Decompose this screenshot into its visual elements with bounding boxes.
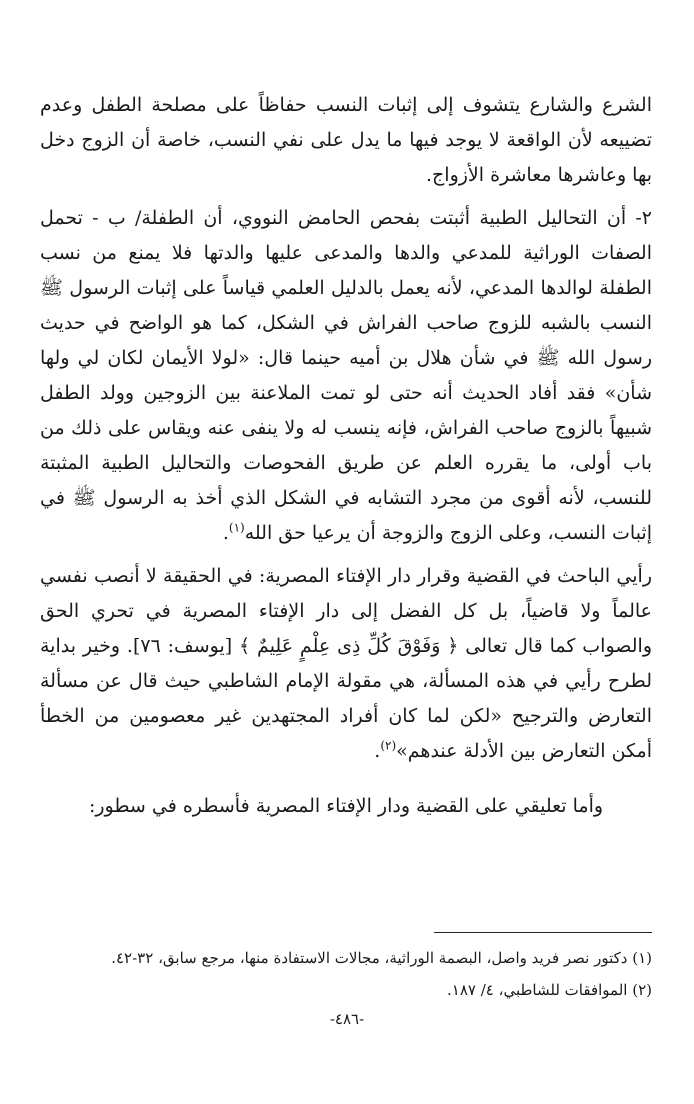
footnote-separator [434, 932, 652, 933]
footnote-1: (١) دكتور نصر فريد واصل، البصمة الوراثية، مجالات الاستفادة منها، مرجع سابق، ٣٢-٤٢. [111, 949, 652, 967]
page-number: -٤٨٦- [329, 1010, 365, 1028]
paragraph-4-text: وأما تعليقي على القضية ودار الإفتاء المصرية فأسطره في سطور: [88, 795, 604, 817]
paragraph-3-text: رأيي الباحث في القضية وقرار دار الإفتاء المصرية: في الحقيقة لا أنصب نفسي عالماً ولا قاضياً، بل كل الفضل إلى دار الإفتاء المصرية في تحري الحق والصواب كما قال تعالى ﴿ وَفَوْقَ كُلِّ ذِى عِلْمٍ عَلِيمٌ ﴾ [يوسف: ٧٦]. وخير بداية لطرح رأيي في هذه المسألة، هي مقولة الإمام الشاطبي حيث قال عن مسألة التعارض والترجيح «لكن لما كان أفراد المجتهدين غير معصومين من الخطأ أمكن التعارض بين الأدلة عندهم» [40, 565, 652, 762]
paragraph-2-text: ٢- أن التحاليل الطبية أثبتت بفحص الحامض النووي، أن الطفلة/ ب - تحمل الصفات الوراثية للمدعي والدها والمدعى عليها والدتها فلا يمنع من نسب الطفلة لوالدها المدعي، لأنه يعمل بالدليل العلمي قياساً على إثبات الرسول ﷺ النسب بالشبه للزوج صاحب الفراش في الشكل، كما هو الواضح في حديث رسول الله ﷺ في شأن هلال بن أميه حينما قال: «لولا الأيمان لكان لي ولها شأن» فقد أفاد الحديث أنه حتى لو تمت الملاعنة بين الزوجين وولد الطفل شبيهاً بالزوج صاحب الفراش، فإنه ينسب له ولا ينفى عنه ويقاس على ذلك من باب أولى، ما يقرره العلم عن طريق الفحوصات والتحاليل الطبية المثبتة للنسب، لأنه أقوى من مجرد التشابه في الشكل الذي أخذ به الرسول ﷺ في إثبات النسب، وعلى الزوج والزوجة أن يرعيا حق الله [40, 207, 652, 544]
paragraph-1-text: الشرع والشارع يتشوف إلى إثبات النسب حفاظاً على مصلحة الطفل وعدم تضييعه لأن الواقعة لا يوجد فيها ما يدل على نفي النسب، خاصة أن الزوج دخل بها وعاشرها معاشرة الأزواج. [40, 94, 652, 186]
paragraph-3: رأيي الباحث في القضية وقرار دار الإفتاء المصرية: في الحقيقة لا أنصب نفسي عالماً ولا قاضياً، بل كل الفضل إلى دار الإفتاء المصرية في تحري الحق والصواب كما قال تعالى ﴿ وَفَوْقَ كُلِّ ذِى عِلْمٍ عَلِيمٌ ﴾ [يوسف: ٧٦]. وخير بداية لطرح رأيي في هذه المسألة، هي مقولة الإمام الشاطبي حيث قال عن مسألة التعارض والترجيح «لكن لما كان أفراد المجتهدين غير معصومين من الخطأ أمكن التعارض بين الأدلة عندهم»$^{(٢)}$. [40, 565, 652, 762]
footnote-ref-2[interactable]: (٢) [380, 738, 397, 753]
footnotes [40, 942, 652, 1006]
footnote-2: (٢) الموافقات للشاطبي، ٤/ ١٨٧. [447, 981, 652, 999]
paragraph-2: ٢- أن التحاليل الطبية أثبتت بفحص الحامض النووي، أن الطفلة/ ب - تحمل الصفات الوراثية للمدعي والدها والمدعى عليها والدتها فلا يمنع من نسب الطفلة لوالدها المدعي، لأنه يعمل بالدليل العلمي قياساً على إثبات الرسول ﷺ النسب بالشبه للزوج صاحب الفراش في الشكل، كما هو الواضح في حديث رسول الله ﷺ في شأن هلال بن أميه حينما قال: «لولا الأيمان لكان لي ولها شأن» فقد أفاد الحديث أنه حتى لو تمت الملاعنة بين الزوجين وولد الطفل شبيهاً بالزوج صاحب الفراش، فإنه ينسب له ولا ينفى عنه ويقاس على ذلك من باب أولى، ما يقرره العلم عن طريق الفحوصات والتحاليل الطبية المثبتة للنسب، لأنه أقوى من مجرد التشابه في الشكل الذي أخذ به الرسول ﷺ في إثبات النسب، وعلى الزوج والزوجة أن يرعيا حق الله$^{(١)}$. [40, 207, 652, 544]
body-text [40, 88, 652, 824]
footnote-ref-1[interactable]: (١) [228, 520, 245, 535]
paragraph-4 [40, 789, 652, 824]
paragraph-1 [40, 88, 652, 193]
